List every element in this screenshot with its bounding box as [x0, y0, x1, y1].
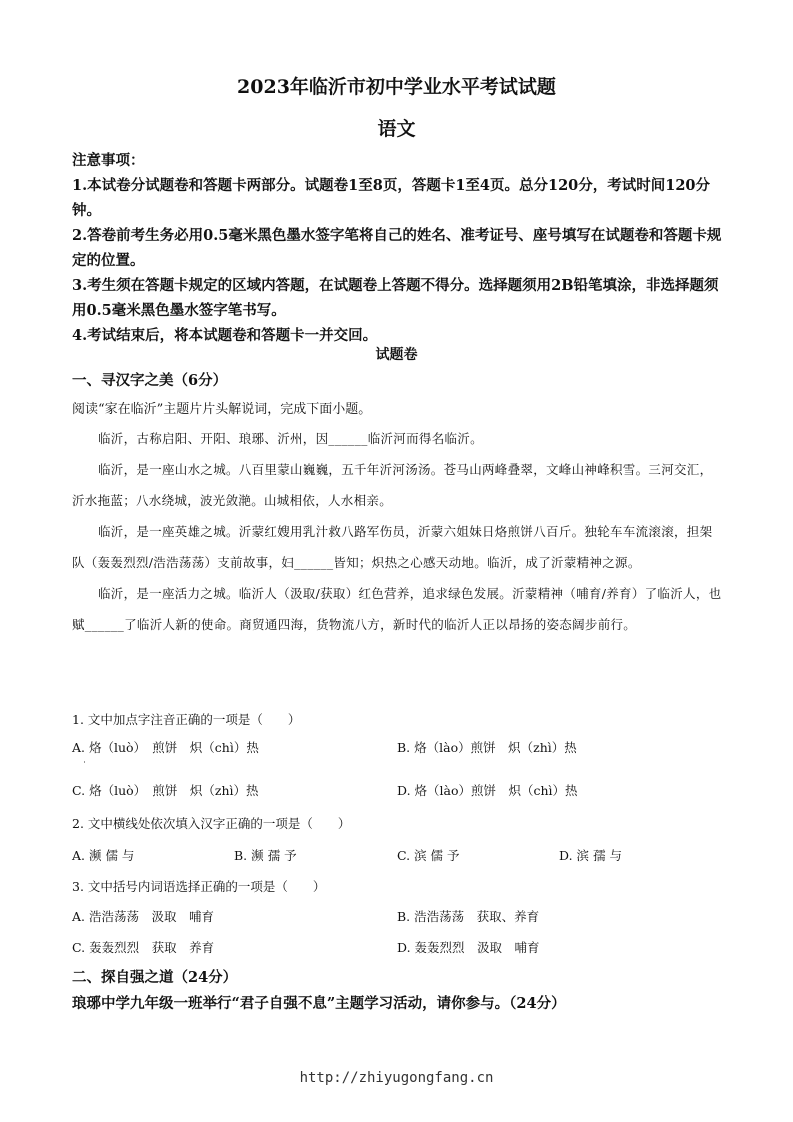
- passage-paragraph: 临沂，是一座英雄之城。沂蒙红嫂用乳汁救八路军伤员，沂蒙六姐妹日烙煎饼八百斤。独轮车车流滚滚，担架队（轰轰烈烈/浩浩荡荡）支前故事，妇______皆知；炽热之心感天动地。临沂，成了沂蒙精神之源。: [72, 524, 713, 570]
- question-2-stem: 2. 文中横线处依次填入汉字正确的一项是（ ）: [72, 816, 351, 831]
- question-1-option-a[interactable]: A. 烙（luò） 煎饼 炽（chì）热: [72, 740, 259, 755]
- question-3-option-b[interactable]: B. 浩浩荡荡 获取、养育: [397, 909, 540, 924]
- question-2-option-a[interactable]: A. 濒 儒 与: [72, 848, 135, 863]
- paper-label: 试题卷: [375, 347, 418, 363]
- question-3-option-a[interactable]: A. 浩浩荡荡 汲取 哺育: [72, 909, 214, 924]
- note-item: 3.考生须在答题卡规定的区域内答题，在试题卷上答题不得分。选择题须用2B铅笔填涂，非选择题须用0.5毫米黑色墨水签字笔书写。: [72, 277, 719, 319]
- note-item: 4.考试结束后，将本试题卷和答题卡一并交回。: [72, 327, 378, 344]
- section2-intro: 琅琊中学九年级一班举行“君子自强不息”主题学习活动，请你参与。（24分）: [72, 995, 566, 1012]
- stray-mark: [84, 761, 85, 763]
- question-2-option-d[interactable]: D. 滨 孺 与: [559, 848, 622, 863]
- section1-heading: 一、寻汉字之美（6分）: [72, 372, 228, 389]
- question-1-option-b[interactable]: B. 烙（lào）煎饼 炽（zhì）热: [397, 740, 577, 755]
- footer-url[interactable]: http://zhiyugongfang.cn: [299, 1070, 494, 1086]
- note-item: 2.答卷前考生务必用0.5毫米黑色墨水签字笔将自己的姓名、准考证号、座号填写在试题卷和答题卡规定的位置。: [72, 227, 722, 269]
- note-item: 1.本试卷分试题卷和答题卡两部分。试题卷1至8页，答题卡1至4页。总分120分，考试时间120分钟。: [72, 177, 711, 219]
- question-3-option-d[interactable]: D. 轰轰烈烈 汲取 哺育: [397, 940, 540, 955]
- notes-heading: 注意事项：: [72, 152, 145, 169]
- question-3-stem: 3. 文中括号内词语选择正确的一项是（ ）: [72, 879, 326, 894]
- notes-block: [72, 148, 722, 348]
- exam-title: 2023年临沂市初中学业水平考试试题: [237, 76, 556, 98]
- question-2-option-c[interactable]: C. 滨 儒 予: [397, 848, 460, 863]
- question-3-option-c[interactable]: C. 轰轰烈烈 获取 养育: [72, 940, 215, 955]
- section2-heading: 二、探自强之道（24分）: [72, 969, 238, 986]
- passage: [72, 423, 722, 640]
- passage-paragraph: 临沂，是一座活力之城。临沂人（汲取/获取）红色营养，追求绿色发展。沂蒙精神（哺育/养育）了临沂人，也赋______了临沂人新的使命。商贸通四海，货物流八方，新时代的临沂人正以昂扬的姿态阔步前行。: [72, 586, 722, 632]
- section1-intro: 阅读“家在临沂”主题片片头解说词，完成下面小题。: [72, 402, 372, 417]
- passage-paragraph: 临沂，古称启阳、开阳、琅琊、沂州，因______临沂河而得名临沂。: [98, 431, 483, 446]
- subject-title: 语文: [377, 118, 416, 140]
- passage-paragraph: 临沂，是一座山水之城。八百里蒙山巍巍，五千年沂河汤汤。苍马山两峰叠翠，文峰山神峰积雪。三河交汇，沂水拖蓝；八水绕城，波光敛滟。山城相依，人水相亲。: [72, 462, 713, 508]
- question-1-option-c[interactable]: C. 烙（luò） 煎饼 炽（zhì）热: [72, 783, 259, 798]
- question-2-option-b[interactable]: B. 濒 孺 予: [234, 848, 297, 863]
- question-1-option-d[interactable]: D. 烙（lào）煎饼 炽（chì）热: [397, 783, 578, 798]
- question-1-stem: 1. 文中加点字注音正确的一项是（ ）: [72, 712, 301, 727]
